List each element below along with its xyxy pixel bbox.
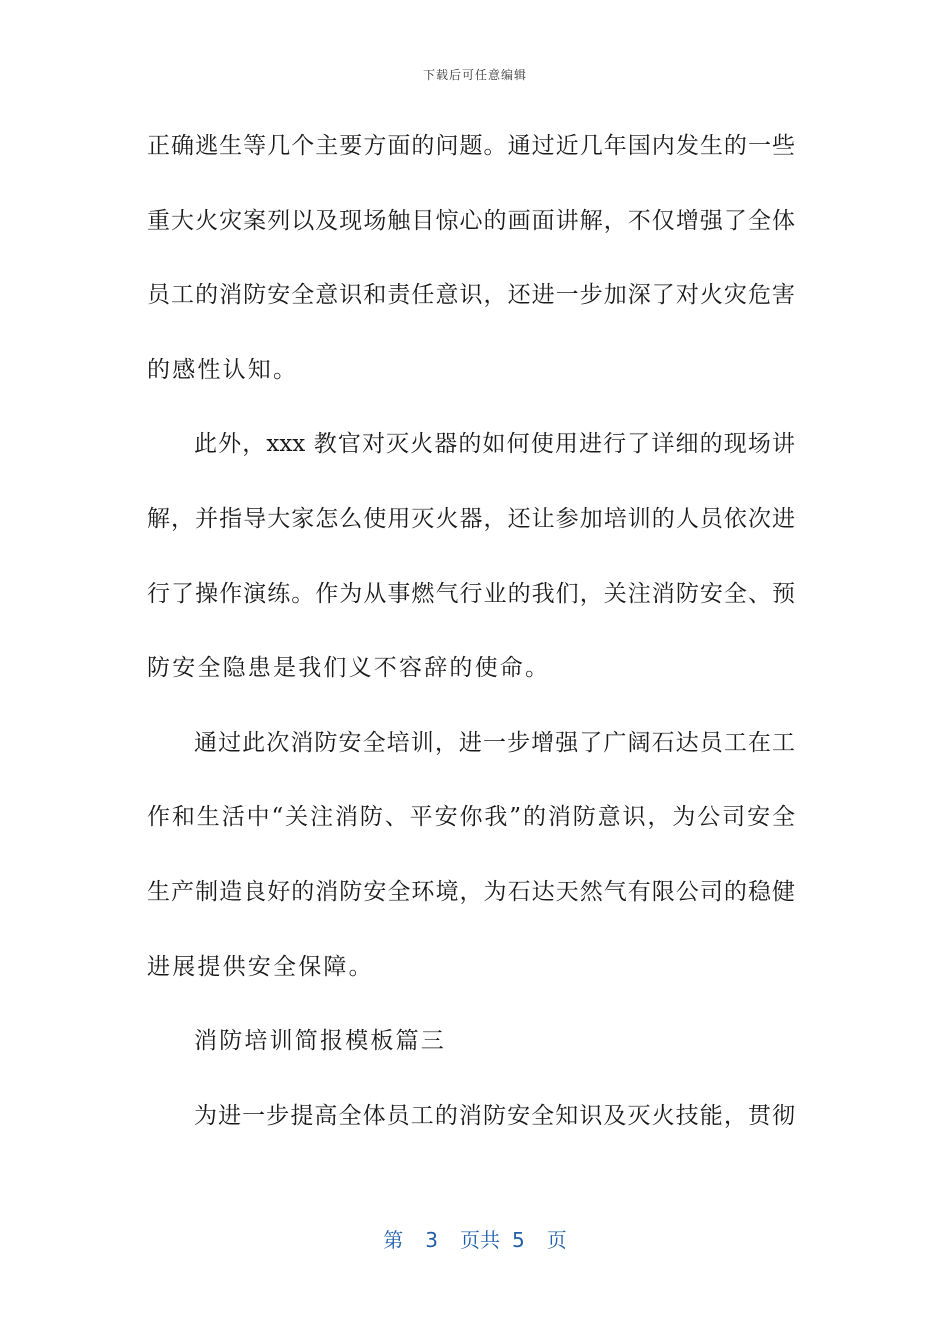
paragraph-line: 重大火灾案列以及现场触目惊心的画面讲解，不仅增强了全体 [147,207,795,234]
paragraph-line: 解，并指导大家怎么使用灭火器，还让参加培训的人员依次进 [147,505,795,532]
paragraph-line: 进展提供安全保障。 [147,953,374,980]
paragraph-line: 通过此次消防安全培训，进一步增强了广阔石达员工在工 [194,729,795,756]
paragraph-line: 正确逃生等几个主要方面的问题。通过近几年国内发生的一些 [147,133,795,159]
page-footer [0,1224,950,1253]
paragraph-line: 防安全隐患是我们义不容辞的使命。 [147,655,551,682]
paragraph-line: 的感性认知。 [147,356,299,383]
paragraph-line: 行了操作演练。作为从事燃气行业的我们，关注消防安全、预 [147,580,795,607]
section-heading: 消防培训简报模板篇三 [194,1028,446,1055]
page-header: 下载后可任意编辑 [422,68,527,82]
footer-suffix: 页 [546,1228,567,1252]
current-page-number: 3 [425,1228,438,1252]
paragraph-line: 为进一步提高全体员工的消防安全知识及灭火技能，贯彻 [194,1102,795,1129]
document-body [147,118,795,1162]
paragraph-line: 作和生活中“关注消防、平安你我”的消防意识，为公司安全 [147,804,795,831]
footer-middle: 页共 [460,1228,500,1252]
paragraph-line: 员工的消防安全意识和责任意识，还进一步加深了对火灾危害 [147,282,795,309]
paragraph-line: 生产制造良好的消防安全环境，为石达天然气有限公司的稳健 [147,878,795,905]
total-pages-number: 5 [512,1228,525,1252]
paragraph-line: 此外，xxx 教官对灭火器的如何使用进行了详细的现场讲 [194,431,795,458]
footer-prefix: 第 [383,1228,404,1252]
